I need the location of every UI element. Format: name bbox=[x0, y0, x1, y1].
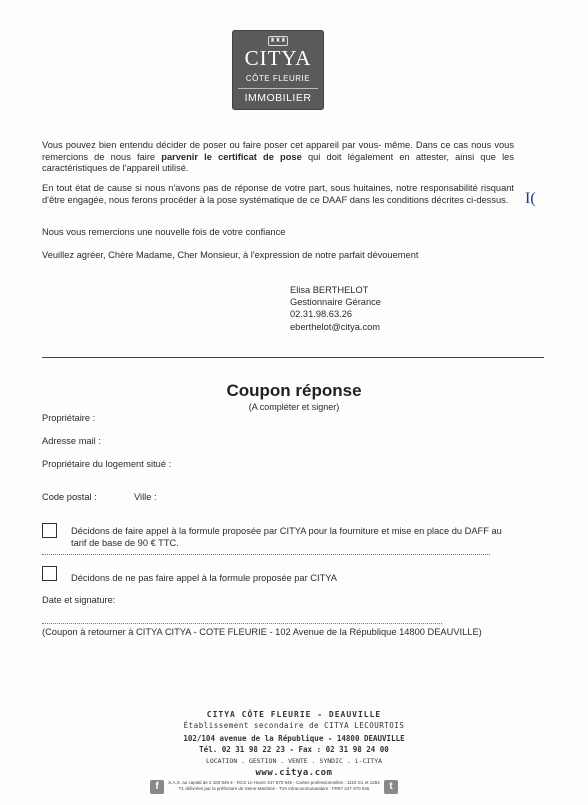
date-signature-label: Date et signature: bbox=[42, 595, 116, 605]
option-decline-checkbox[interactable] bbox=[42, 566, 57, 581]
signer-email: eberthelot@citya.com bbox=[290, 321, 381, 332]
twitter-icon[interactable]: t bbox=[384, 780, 398, 794]
property-label: Propriétaire du logement situé : bbox=[42, 459, 172, 469]
return-note: (Coupon à retourner à CITYA CITYA - COTE FLEURIE - 102 Avenue de la République 14800 DEAUVILLE) bbox=[42, 627, 482, 637]
paragraph-no-response: En tout état de cause si nous n'avons pas de réponse de votre part, sous huitaines, notre responsabilité risquant d'être engagée, nous ferons procéder à la pose systématique de ce DAAF dans les conditions décrites ci-dessus. bbox=[42, 183, 514, 205]
coupon-subtitle: (A compléter et signer) bbox=[248, 402, 340, 412]
citya-logo bbox=[232, 30, 324, 110]
handwritten-mark: I( bbox=[525, 190, 536, 207]
option-accept-checkbox[interactable] bbox=[42, 523, 57, 538]
email-label: Adresse mail : bbox=[42, 436, 101, 446]
coupon-title: Coupon réponse bbox=[226, 381, 362, 400]
signature-line bbox=[42, 623, 442, 624]
paragraph-thanks: Nous vous remercions une nouvelle fois de votre confiance bbox=[42, 227, 286, 237]
footer-legal: S.A.S. au capital de 2 183 845 € - RCS Le Havre 347 970 945 - Cartes professionnelles : 1110 G1 et 1284 T1 délivrées par la préfecture de Seine-Maritime - TVA Intracommunautaire : FR87 347 970 945 bbox=[168, 780, 380, 791]
footer-secondary: Établissement secondaire de CITYA LECOURTOIS bbox=[183, 721, 405, 730]
footer-services: LOCATION . GESTION . VENTE . SYNDIC . i-CITYA bbox=[205, 757, 383, 765]
logo-subtitle: CÔTE FLEURIE bbox=[245, 74, 311, 83]
paragraph-closing: Veuillez agréer, Chère Madame, Cher Monsieur, à l'expression de notre parfait dévouement bbox=[42, 250, 419, 260]
divider-line bbox=[42, 357, 544, 358]
signer-phone: 02.31.98.63.26 bbox=[290, 309, 353, 320]
footer-phones: Tél. 02 31 98 22 23 - Fax : 02 31 98 24 00 bbox=[199, 745, 389, 754]
option-accept-text: Décidons de faire appel à la formule proposée par CITYA pour la fourniture et mise en place du DAFF au tarif de base de 90 € TTC. bbox=[71, 526, 502, 548]
castle-crest-icon: ♜♜♜ bbox=[269, 38, 287, 44]
postal-code-label: Code postal : bbox=[42, 492, 97, 502]
logo-brand: CITYA bbox=[244, 46, 312, 70]
city-label: Ville : bbox=[134, 492, 157, 502]
dotted-separator bbox=[42, 554, 490, 555]
logo-immobilier: IMMOBILIER bbox=[238, 88, 318, 104]
owner-label: Propriétaire : bbox=[42, 413, 96, 423]
certificate-bold: parvenir le certificat de pose bbox=[161, 151, 302, 162]
signature-block bbox=[290, 284, 381, 333]
facebook-icon[interactable]: f bbox=[150, 780, 164, 794]
signer-name: Elisa BERTHELOT bbox=[290, 285, 369, 295]
signer-role: Gestionnaire Gérance bbox=[290, 297, 381, 308]
footer-agency: CITYA CÔTE FLEURIE - DEAUVILLE bbox=[206, 710, 382, 719]
footer-address: 102/104 avenue de la République - 14800 DEAUVILLE bbox=[183, 734, 405, 743]
footer-website[interactable]: www.citya.com bbox=[255, 768, 333, 778]
option-decline-text: Décidons de ne pas faire appel à la formule proposée par CITYA bbox=[71, 573, 337, 583]
paragraph-installation: Vous pouvez bien entendu décider de poser ou faire poser cet appareil par vous- même. Dans ce cas nous vous remercions de nous faire parvenir le certificat de pose qui doit légalement en attester, ainsi que les caractéristiques de l'appareil utilisé. bbox=[42, 140, 515, 173]
